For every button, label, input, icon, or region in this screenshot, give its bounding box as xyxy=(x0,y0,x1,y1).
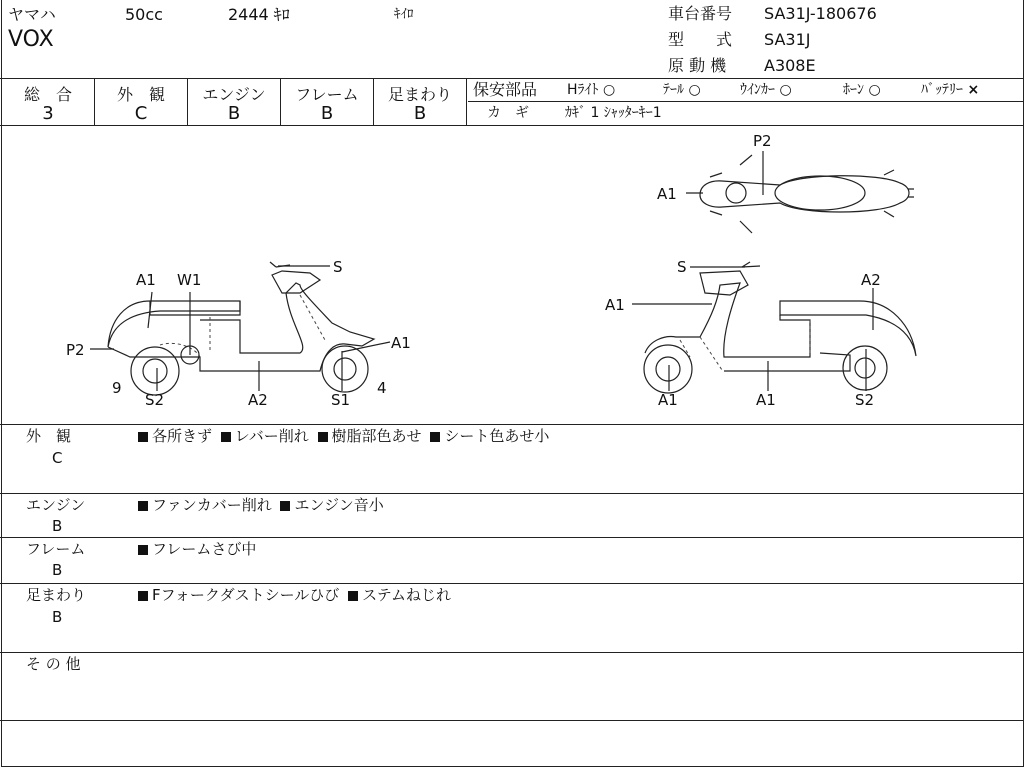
note-engine-label: エンジン xyxy=(26,496,86,514)
note-suspension-grade: B xyxy=(52,608,63,626)
grade-suspension-value: B xyxy=(413,103,427,124)
grade-frame-label: フレーム xyxy=(295,85,359,104)
left-label-s2: S2 xyxy=(145,391,165,409)
mileage-unit: ｷｲﾛ xyxy=(394,7,414,22)
scooter-top-view xyxy=(657,132,914,233)
displacement: 50cc xyxy=(125,5,163,24)
note-suspension-label: 足まわり xyxy=(26,586,87,604)
right-label-a1b: A1 xyxy=(658,391,678,409)
right-label-s2: S2 xyxy=(855,391,875,409)
safety-tail: ﾃｰﾙ ○ xyxy=(663,82,701,98)
frame-no: SA31J-180676 xyxy=(764,4,877,23)
left-label-a1b: A1 xyxy=(391,334,411,352)
type-label: 型 式 xyxy=(668,30,733,49)
note-engine-grade: B xyxy=(52,517,63,535)
grade-suspension-label: 足まわり xyxy=(387,85,452,104)
note-suspension-items: Fフォークダストシールひび ステムねじれ xyxy=(138,588,455,603)
note-other-label: そ の 他 xyxy=(26,655,81,673)
note-exterior-grade: C xyxy=(52,449,63,467)
top-label-a1: A1 xyxy=(657,185,677,203)
safety-headlight: Hﾗｲﾄ ○ xyxy=(567,82,616,98)
left-label-s1: S1 xyxy=(331,391,351,409)
right-label-a2: A2 xyxy=(861,271,881,289)
grade-engine-value: B xyxy=(227,103,241,124)
left-label-9: 9 xyxy=(112,379,122,397)
right-label-s: S xyxy=(677,258,687,276)
note-frame-label: フレーム xyxy=(26,540,86,558)
key-value: ｶｷﾞ 1 ｼｬｯﾀｰｷｰ1 xyxy=(565,105,662,121)
top-label-p2: P2 xyxy=(753,132,772,150)
model-name: VOX xyxy=(8,27,54,52)
grade-exterior-value: C xyxy=(134,103,148,124)
left-label-p2: P2 xyxy=(66,341,85,359)
safety-horn: ﾎｰﾝ ○ xyxy=(843,82,881,98)
note-frame-items: フレームさび中 xyxy=(138,542,260,557)
note-engine-items: ファンカバー削れ エンジン音小 xyxy=(138,498,388,513)
note-frame-grade: B xyxy=(52,561,63,579)
frame-no-label: 車台番号 xyxy=(668,4,733,23)
engine-label: 原 動 機 xyxy=(668,56,727,75)
left-label-a1: A1 xyxy=(136,271,156,289)
grade-overall-value: 3 xyxy=(42,103,54,124)
engine-value: A308E xyxy=(764,56,816,75)
safety-battery: ﾊﾞｯﾃﾘｰ × xyxy=(921,82,980,98)
right-label-a1: A1 xyxy=(605,296,625,314)
grade-engine-label: エンジン xyxy=(202,85,266,104)
key-label: カ ギ xyxy=(487,105,529,121)
left-label-4: 4 xyxy=(377,379,387,397)
safety-label: 保安部品 xyxy=(473,80,538,99)
safety-winker: ｳｲﾝｶｰ ○ xyxy=(740,82,792,98)
grade-frame-value: B xyxy=(320,103,334,124)
scooter-right-view xyxy=(605,258,916,409)
grade-overall-label: 総 合 xyxy=(23,85,72,104)
maker: ヤマハ xyxy=(8,5,56,24)
note-exterior-label: 外 観 xyxy=(26,427,72,445)
left-label-a2: A2 xyxy=(248,391,268,409)
left-label-s: S xyxy=(333,258,343,276)
damage-diagram xyxy=(0,125,1024,425)
type-value: SA31J xyxy=(764,30,811,49)
left-label-w1: W1 xyxy=(177,271,202,289)
scooter-left-view xyxy=(66,258,411,409)
note-exterior-items: 各所きず レバー削れ 樹脂部色あせ シート色あせ小 xyxy=(138,429,553,444)
right-label-a1c: A1 xyxy=(756,391,776,409)
mileage: 2444 ｷﾛ xyxy=(228,5,290,24)
grade-exterior-label: 外 観 xyxy=(116,85,165,104)
